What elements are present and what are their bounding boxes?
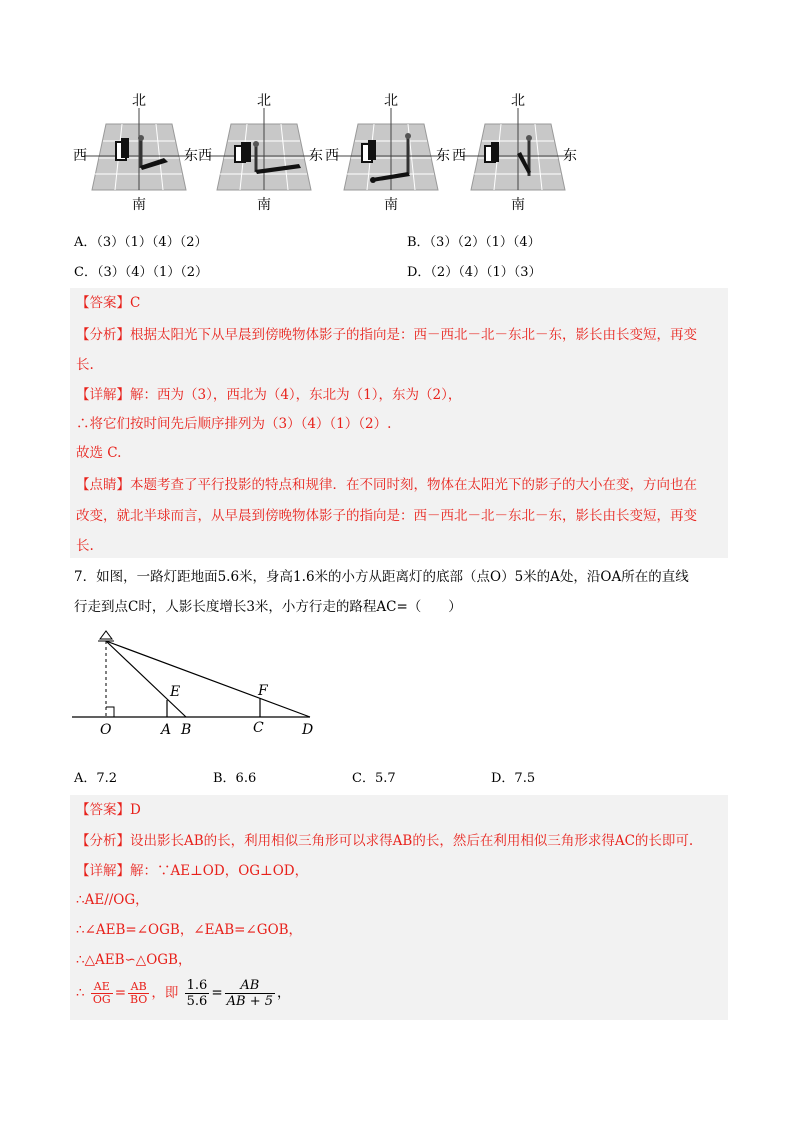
q7-question-line-1: 7．如图，一路灯距地面5.6米，身高1.6米的小方从距离灯的底部（点O）5米的A处，沿OA所在的直线 xyxy=(74,569,689,585)
q7-detail-line-2: ∴AE//OG， xyxy=(76,892,149,908)
fraction-ab-bo: $\frac{AB}{BO}$ xyxy=(130,980,148,1006)
analysis-tag: 【分析】 xyxy=(76,327,130,343)
label-E: E xyxy=(170,684,181,700)
q6-analysis-line-1 xyxy=(76,326,697,344)
shadow-diagram-3 xyxy=(330,94,450,214)
q7-detail-line-4: ∴△AEB∽△OGB， xyxy=(76,952,192,968)
detail-tag: 【详解】 xyxy=(76,863,130,879)
answer-tag: 【答案】 xyxy=(76,802,130,818)
label-O: O xyxy=(100,722,112,738)
detail-text: 解：∵AE⊥OD，OG⊥OD， xyxy=(130,863,309,879)
q6-option-c: C．（3）（4）（1）（2） xyxy=(74,265,209,280)
q7-option-b: B．6.6 xyxy=(213,771,257,786)
east-label: 东 xyxy=(309,148,323,164)
fraction-1-6-over-5-6: $\frac{1.6}{5.6}$ xyxy=(186,978,208,1009)
q6-comment-line-3: 长. xyxy=(76,538,94,554)
label-D: D xyxy=(302,722,314,738)
q6-comment-line-2: 改变，就北半球而言，从早晨到傍晚物体影子的指向是：西－西北－北－东北－东，影长由长变短，再变 xyxy=(76,508,697,524)
q7-option-a: A．7.2 xyxy=(74,771,118,786)
answer-tag: 【答案】 xyxy=(76,295,130,311)
equation-black: $\frac{1.6}{5.6}$ = $\frac{AB}{AB + 5}$ ， xyxy=(186,978,291,1009)
south-label: 南 xyxy=(384,197,398,213)
west-label: 西 xyxy=(198,148,212,164)
q6-detail-line-2: ∴将它们按时间先后顺序排列为（3）（4）（1）（2）. xyxy=(76,416,392,432)
q6-detail-line-1 xyxy=(76,386,461,404)
shadow-figure-4 xyxy=(452,93,577,214)
fraction-ab-over-ab-plus-5: $\frac{AB}{AB + 5}$ xyxy=(226,978,273,1009)
q7-detail-line-3: ∴∠AEB=∠OGB，∠EAB=∠GOB， xyxy=(76,922,303,938)
q6-analysis-line-2: 长. xyxy=(76,357,94,373)
label-A: A xyxy=(161,722,172,738)
q6-answer-line xyxy=(76,294,140,312)
analysis-text: 根据太阳光下从早晨到傍晚物体影子的指向是：西－西北－北－东北－东，影长由长变短，再变 xyxy=(130,327,697,343)
therefore-symbol: ∴ xyxy=(76,985,85,1001)
comment-text: 本题考查了平行投影的特点和规律．在不同时刻，物体在太阳光下的影子的大小在变，方向也在 xyxy=(130,477,697,493)
west-label: 西 xyxy=(73,148,87,164)
q7-answer-line xyxy=(76,801,141,819)
q7-detail-line-1 xyxy=(76,862,308,880)
south-label: 南 xyxy=(257,197,271,213)
shadow-diagram-2 xyxy=(203,94,323,214)
shadow-figure-3 xyxy=(325,93,450,214)
q7-proportion-line: ∴ $\frac{AE}{OG}$ = $\frac{AB}{BO}$ ，即 $\frac{1.6}{5.6}$ = $\frac{AB}{AB + 5}$ ， xyxy=(76,978,291,1009)
analysis-text: 设出影长AB的长，利用相似三角形可以求得AB的长，然后在利用相似三角形求得AC的长即可. xyxy=(130,833,694,849)
detail-tag: 【详解】 xyxy=(76,387,130,403)
q6-comment-line-1 xyxy=(76,476,697,494)
q6-option-b: B．（3）（2）（1）（4） xyxy=(407,235,541,250)
answer-value: D xyxy=(130,802,141,818)
fraction-ae-og: $\frac{AE}{OG}$ xyxy=(92,980,111,1006)
west-label: 西 xyxy=(325,148,339,164)
west-label: 西 xyxy=(452,148,466,164)
east-label: 东 xyxy=(436,148,450,164)
shadow-figure-1 xyxy=(73,93,198,214)
shadow-figure-2 xyxy=(198,93,323,214)
north-label: 北 xyxy=(257,93,271,109)
east-label: 东 xyxy=(184,148,198,164)
detail-text: 解：西为（3），西北为（4），东北为（1），东为（2）， xyxy=(130,387,462,403)
answer-value: C xyxy=(130,295,141,311)
q7-analysis-line xyxy=(76,832,693,850)
label-F: F xyxy=(258,683,268,699)
analysis-tag: 【分析】 xyxy=(76,833,130,849)
shadow-diagram-4 xyxy=(457,94,577,214)
label-B: B xyxy=(181,722,192,738)
q6-option-a: A．（3）（1）（4）（2） xyxy=(74,235,208,250)
shadow-diagram-1 xyxy=(78,94,198,214)
q7-option-d: D．7.5 xyxy=(491,771,536,786)
q7-option-c: C．5.7 xyxy=(352,771,396,786)
mid-text: ，即 xyxy=(151,985,179,1001)
q6-option-d: D．（2）（4）（1）（3） xyxy=(407,265,542,280)
label-C: C xyxy=(253,720,264,736)
comment-tag: 【点睛】 xyxy=(76,477,130,493)
south-label: 南 xyxy=(132,197,146,213)
north-label: 北 xyxy=(384,93,398,109)
north-label: 北 xyxy=(132,93,146,109)
east-label: 东 xyxy=(563,148,577,164)
north-label: 北 xyxy=(511,93,525,109)
south-label: 南 xyxy=(511,197,525,213)
q7-question-line-2: 行走到点C时，人影长度增长3米，小方行走的路程AC=（ ） xyxy=(74,599,462,615)
q6-detail-line-3: 故选 C. xyxy=(76,445,122,461)
